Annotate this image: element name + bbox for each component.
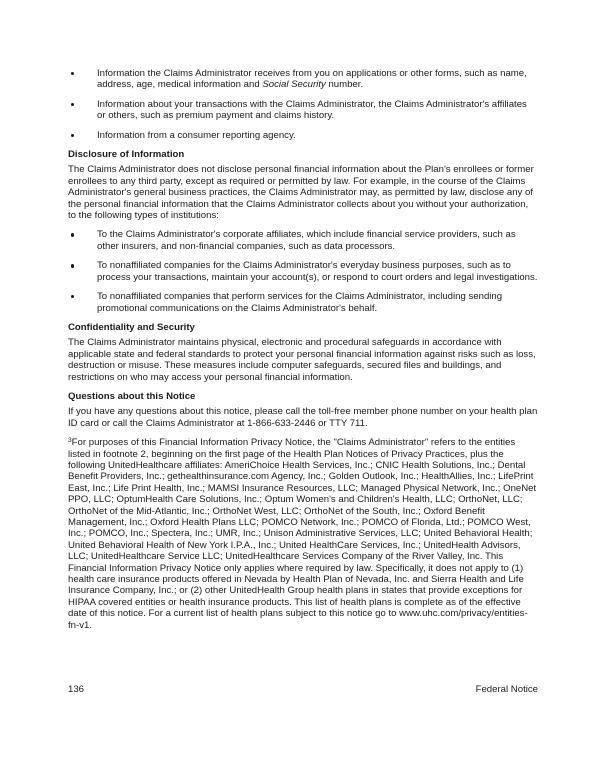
footnote-marker: 3: [68, 437, 72, 445]
questions-paragraph: If you have any questions about this notice, please call the toll-free member phone number on your health plan ID card or call the Claims Administrator at 1-866-633-2446 or TTY 711.: [68, 406, 538, 429]
footnote-paragraph: [68, 437, 538, 631]
list-item: [68, 68, 538, 91]
list-item-text: Information from a consumer reporting agency.: [97, 129, 296, 141]
list-item: [68, 229, 538, 252]
list-item-text: To nonaffiliated companies that perform services for the Claims Administrator, including sending promotional communications on the Claims Administrator's behalf.: [97, 291, 503, 314]
list-item: [68, 99, 538, 122]
bullet-marker: [71, 134, 74, 137]
list-item: [68, 130, 538, 141]
list-item: [68, 291, 538, 314]
list-item-text-italic: Social Security: [262, 79, 326, 91]
list-item-text-pre: Information the Claims Administrator receives from you on applications or other forms, such as name, address, age, medical information and: [97, 68, 527, 91]
list-item: [68, 260, 538, 283]
disclosure-bullet-list: [68, 229, 538, 313]
section-heading-confidentiality: Confidentiality and Security: [68, 321, 195, 333]
page-number: 136: [68, 684, 85, 695]
intro-bullet-list: [68, 68, 538, 141]
list-item-text: To the Claims Administrator's corporate affiliates, which include financial service providers, such as other insurers, and non-financial companies, such as data processors.: [97, 229, 516, 252]
bullet-marker: [71, 295, 74, 298]
footer-label: Federal Notice: [475, 684, 538, 695]
bullet-marker: [71, 72, 74, 75]
page-content: [68, 68, 538, 639]
section-heading-disclosure: Disclosure of Information: [68, 149, 185, 161]
bullet-marker: [71, 103, 74, 106]
confidentiality-paragraph: The Claims Administrator maintains physical, electronic and procedural safeguards in accordance with applicable state and federal standards to protect your personal financial information against risks such as loss, destruction or misuse. These measures include computer safeguards, secured files and buildings, and restrictions on who may access your personal financial information.: [68, 337, 536, 383]
list-item-text: [97, 68, 527, 90]
bullet-marker: [71, 264, 74, 267]
page-footer: [68, 684, 538, 695]
section-heading-questions: Questions about this Notice: [68, 390, 196, 402]
list-item-text-post: number.: [325, 79, 364, 91]
bullet-marker: [71, 233, 74, 236]
list-item-text: Information about your transactions with the Claims Administrator, the Claims Administrator's affiliates or others, such as premium payment and claims history.: [97, 98, 527, 122]
list-item-text: To nonaffiliated companies for the Claims Administrator's everyday business purposes, such as to process your transactions, maintain your account(s), or respond to court orders and legal investigations.: [97, 260, 538, 283]
footnote-text: For purposes of this Financial Information Privacy Notice, the "Claims Administrator" refers to the entities listed in footnote 2, beginning on the first page of the Health Plan Notices of Privacy Practices, plus the following UnitedHealthcare affiliates: AmeriChoice Health Services, Inc.; CNIC Health Solutions, Inc.; Dental Benefit Providers, Inc.; gethealthinsurance.com Agency, Inc.; Golden Outlook, Inc.; HealthAllies, Inc.; LifePrint East, Inc.; Life Print Health, Inc.; MAMSI Insurance Resources, LLC; Managed Physical Network, Inc.; OneNet PPO, LLC; OptumHealth Care Solutions, Inc.; Optum Women's and Children's Health, LLC; OrthoNet, LLC; OrthoNet of the Mid-Atlantic, Inc.; OrthoNet West, LLC; OrthoNet of the South, Inc.; Oxford Benefit Management, Inc.; Oxford Health Plans LLC; POMCO Network, Inc.; POMCO of Florida, Ltd.; POMCO West, Inc.; POMCO, Inc.; Spectera, Inc.; UMR, Inc.; Unison Administrative Services, LLC; United Behavioral Health; United Behavioral Health of New York I.P.A., Inc.; United HealthCare Services, Inc.; UnitedHealth Advisors, LLC; UnitedHealthcare Service LLC; UnitedHealthcare Services Company of the River Valley, Inc. This Financial Information Privacy Notice only applies where required by law. Specifically, it does not apply to (1) health care insurance products offered in Nevada by Health Plan of Nevada, Inc. and Sierra Health and Life Insurance Company, Inc.; or (2) other UnitedHealth Group health plans in states that provide exceptions for HIPAA covered entities or health insurance products. This list of health plans is complete as of the effective date of this notice. For a current list of health plans subject to this notice go to www.uhc.com/privacy/entities-fn-v1.: [68, 437, 537, 631]
disclosure-intro-paragraph: The Claims Administrator does not disclose personal financial information about the Plan's enrollees or former enrollees to any third party, except as required or permitted by law. For example, in the course of the Claims Administrator's general business practices, the Claims Administrator may, as permitted by law, disclose any of the personal financial information that the Claims Administrator collects about you without your authorization, to the following types of institutions:: [68, 164, 534, 222]
